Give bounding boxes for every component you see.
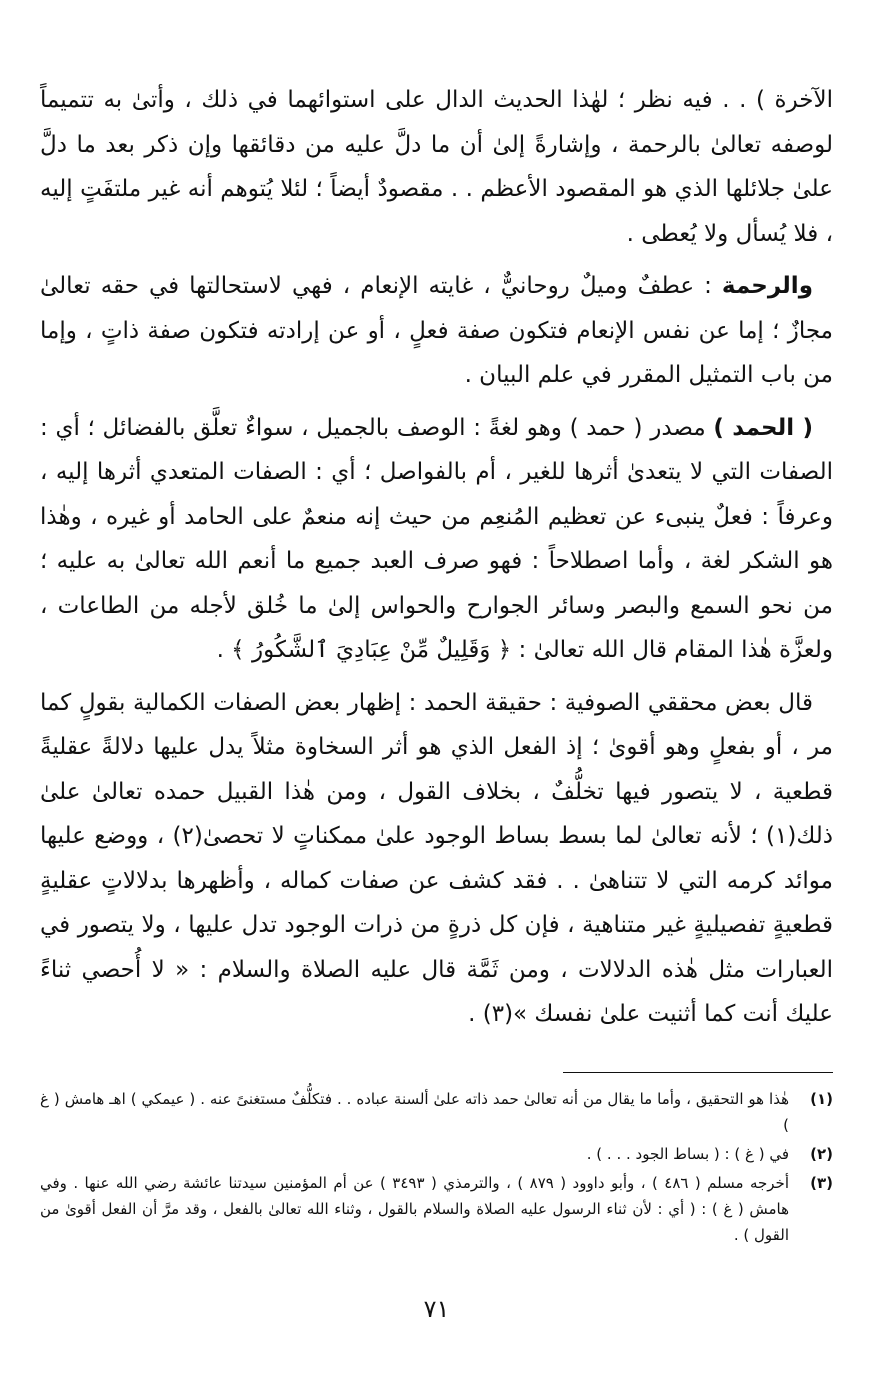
paragraph-2 <box>40 264 833 398</box>
footnote-2-text: في ( غ ) : ( بساط الجود . . . ) . <box>586 1145 789 1163</box>
footnote-divider <box>563 1072 833 1073</box>
footnote-1 <box>40 1086 833 1138</box>
paragraph-4-text: قال بعض محققي الصوفية : حقيقة الحمد : إظهار بعض الصفات الكمالية بقولٍ كما مر ، أو بفعلٍ وهو أقوىٰ ؛ إذ الفعل الذي هو أثر السخاوة مثلاً يدل عليها دلالةً عقليةً قطعية ، لا يتصور فيها تخلُّفٌ ، بخلاف القول ، ومن هٰذا القبيل حمده تعالىٰ علىٰ ذلك(١) ؛ لأنه تعالىٰ لما بسط بساط الوجود علىٰ ممكناتٍ لا تحصىٰ(٢) ، ووضع عليها موائد كرمه التي لا تتناهىٰ . . فقد كشف عن صفات كماله ، وأظهرها بدلالاتٍ عقليةٍ قطعيةٍ تفصيليةٍ غير متناهية ، فإن كل ذرةٍ من ذرات الوجود تدل عليها ، ولا يتصور في العبارات مثل هٰذه الدلالات ، ومن ثَمَّة قال عليه الصلاة والسلام : « لا أُحصي ثناءً عليك أنت كما أثنيت علىٰ نفسك »(٣) . <box>40 689 833 1027</box>
footnote-3-text: أخرجه مسلم ( ٤٨٦ ) ، وأبو داوود ( ٨٧٩ ) ، والترمذي ( ٣٤٩٣ ) عن أم المؤمنين سيدتنا عائشة رضي الله عنها . وفي هامش ( غ ) : ( أي : لأن ثناء الرسول عليه الصلاة والسلام بالقول ، وثناء الله تعالىٰ بالفعل ، وقد مرَّ أن الفعل أقوىٰ من القول ) . <box>40 1174 789 1244</box>
footnote-3 <box>40 1170 833 1248</box>
paragraph-4 <box>40 681 833 1037</box>
footnote-1-number: (١) <box>810 1090 833 1108</box>
paragraph-1-text: الآخرة ) . . فيه نظر ؛ لهٰذا الحديث الدال على استوائهما في ذلك ، وأتىٰ به تتميماً لوصفه تعالىٰ بالرحمة ، وإشارةً إلىٰ أن ما دلَّ عليه من دقائقها وإن ذكر بعد ما دلَّ علىٰ جلائلها الذي هو المقصود الأعظم . . مقصودٌ أيضاً ؛ لئلا يُتوهم أنه غير ملتفَتٍ إليه ، فلا يُسأل ولا يُعطى . <box>40 87 833 247</box>
footnote-1-text: هٰذا هو التحقيق ، وأما ما يقال من أنه تعالىٰ حمد ذاته علىٰ ألسنة عباده . . فتكلُّفٌ مستغنىً عنه . ( عيمكي ) اهـ هامش ( غ ) <box>40 1090 789 1134</box>
paragraph-3 <box>40 406 833 673</box>
footnote-3-number: (٣) <box>810 1174 833 1192</box>
paragraph-1 <box>40 78 833 256</box>
footnote-2-number: (٢) <box>810 1145 833 1163</box>
footnotes <box>40 1086 833 1251</box>
page-number: ٧١ <box>423 1295 450 1323</box>
main-text <box>40 78 833 1045</box>
paragraph-2-term: والرحمة <box>721 273 813 299</box>
paragraph-2-text: : عطفٌ وميلٌ روحانيٌّ ، غايته الإنعام ، فهي لاستحالتها في حقه تعالىٰ مجازٌ ؛ إما عن نفس الإنعام فتكون صفة فعلٍ ، أو عن إرادته فتكون صفة ذاتٍ ، وإما من باب التمثيل المقرر في علم البيان . <box>40 273 833 388</box>
footnote-2 <box>40 1141 833 1167</box>
paragraph-3-term: ( الحمد ) <box>713 414 813 441</box>
paragraph-3-text: مصدر ( حمد ) وهو لغةً : الوصف بالجميل ، سواءٌ تعلَّق بالفضائل ؛ أي : الصفات التي لا يتعدىٰ أثرها للغير ، أم بالفواصل ؛ أي : الصفات المتعدي أثرها إليه ، وعرفاً : فعلٌ ينبىء عن تعظيم المُنعِم من حيث إنه منعمٌ على الحامد أو غيره ، وهٰذا هو الشكر لغة ، وأما اصطلاحاً : فهو صرف العبد جميع ما أنعم الله تعالىٰ به عليه ؛ من نحو السمع والبصر وسائر الجوارح والحواس إلىٰ ما خُلق لأجله من الطاعات ، ولعزَّة هٰذا المقام قال الله تعالىٰ : ﴿ وَقَلِيلٌ مِّنْ عِبَادِيَ ٱلشَّكُورُ ﴾ . <box>40 414 833 663</box>
